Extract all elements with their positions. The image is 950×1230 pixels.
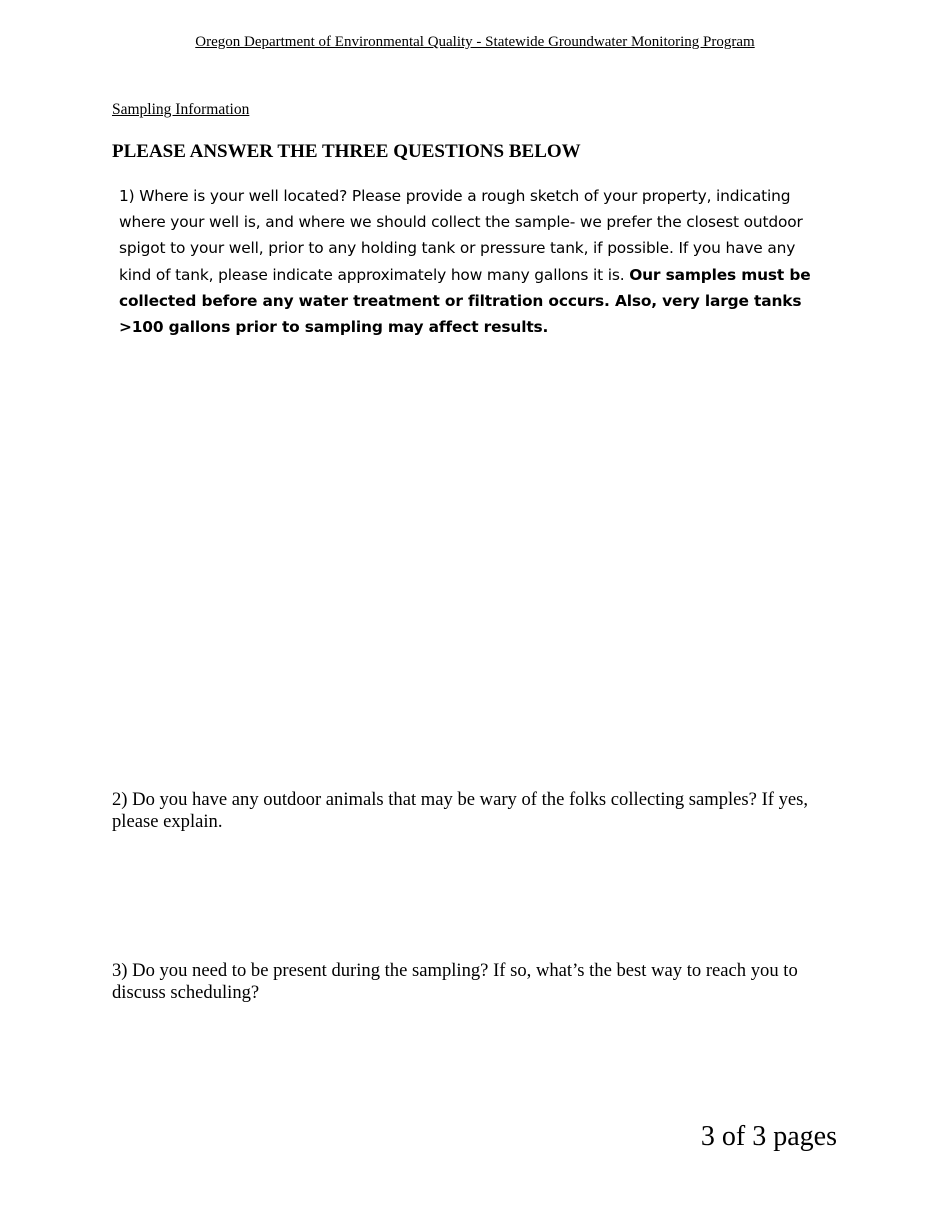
program-header: Oregon Department of Environmental Quality - Statewide Groundwater Monitoring Program <box>195 34 755 50</box>
answer-area-question-1[interactable] <box>112 345 824 775</box>
question-1 <box>119 183 831 340</box>
question-3: 3) Do you need to be present during the sampling? If so, what’s the best way to reach you to discuss scheduling? <box>112 960 798 1003</box>
page-number: 3 of 3 pages <box>700 1121 837 1152</box>
question-1-text: 1) Where is your well located? Please provide a rough sketch of your property, indicating where your well is, and where we should collect the sample- we prefer the closest outdoor spigot to your well, prior to any holding tank or pressure tank, if possible. If you have any kind of tank, please indicate approximately how many gallons it is. <box>119 187 803 284</box>
answer-area-question-2[interactable] <box>112 840 824 950</box>
section-label: Sampling Information <box>112 101 250 118</box>
question-1-emphasis: Our samples must be collected before any water treatment or filtration occurs. Also, very large tanks >100 gallons prior to sampling may affect results. <box>119 265 811 337</box>
answer-area-question-3[interactable] <box>112 1012 824 1112</box>
question-2: 2) Do you have any outdoor animals that may be wary of the folks collecting samples? If yes, please explain. <box>112 789 809 832</box>
instructions-heading: PLEASE ANSWER THE THREE QUESTIONS BELOW <box>112 141 581 162</box>
